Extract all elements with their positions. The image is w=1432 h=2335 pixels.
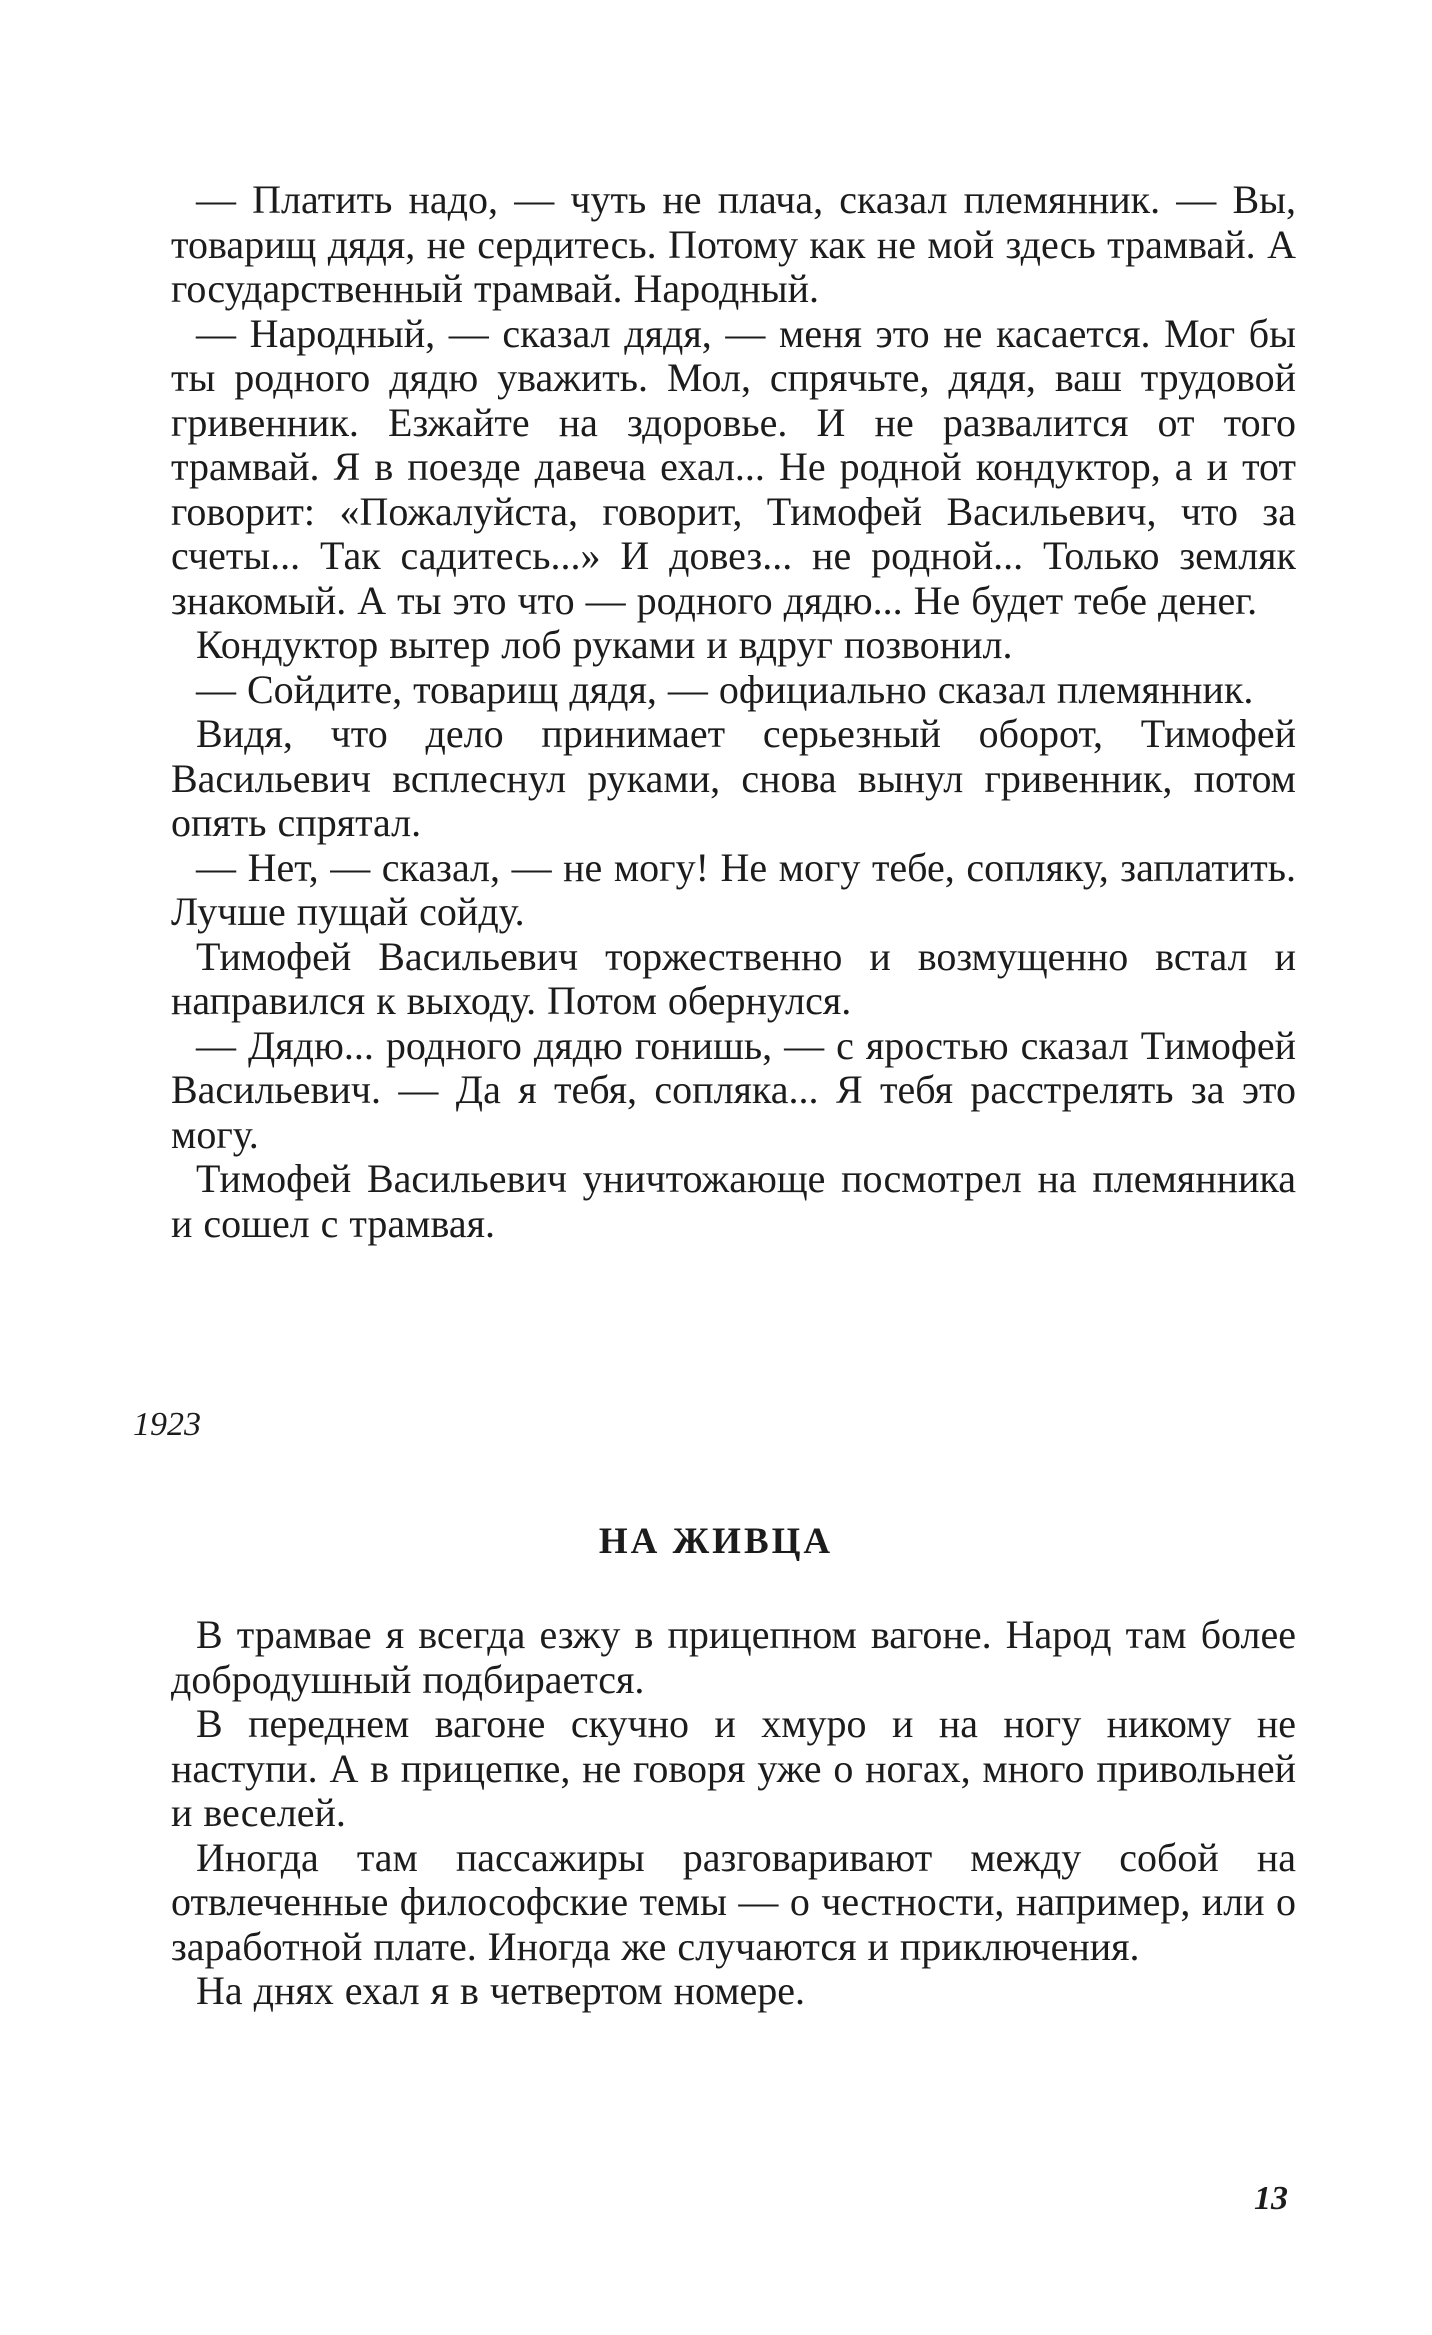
paragraph: — Народный, — сказал дядя, — меня это не касается. Мог бы ты родного дядю уважить. Мол, спрячьте, дядя, ваш трудовой гривенник. Езжайте на здоровье. И не развалится от того трамвай. Я в поезде давеча ехал... Не родной кондуктор, а и тот говорит: «Пожалуйста, говорит, Тимофей Васильевич, что за счеты... Так садитесь...» И довез... не родной... Только земляк знакомый. А ты это что — родного дядю... Не будет тебе денег. xyxy=(171,310,1296,623)
story-title: НА ЖИВЦА xyxy=(598,1521,834,1562)
paragraph: Тимофей Васильевич торжественно и возмущенно встал и направился к выходу. Потом обернулся. xyxy=(171,933,1296,1023)
previous-story-text xyxy=(171,178,1296,1246)
story-year: 1923 xyxy=(133,1406,201,1443)
paragraph: Видя, что дело принимает серьезный оборот, Тимофей Васильевич всплеснул руками, снова вынул гривенник, потом опять спрятал. xyxy=(171,711,1296,845)
paragraph: — Сойдите, товарищ дядя, — официально сказал племянник. xyxy=(196,666,1254,712)
paragraph: Кондуктор вытер лоб руками и вдруг позвонил. xyxy=(196,622,1013,667)
paragraph: — Платить надо, — чуть не плача, сказал племянник. — Вы, товарищ дядя, не сердитесь. Потому как не мой здесь трамвай. А государственный трамвай. Народный. xyxy=(171,177,1296,311)
paragraph: — Дядю... родного дядю гонишь, — с яростью сказал Тимофей Васильевич. — Да я тебя, сопляка... Я тебя расстрелять за это могу. xyxy=(171,1022,1296,1157)
paragraph: На днях ехал я в четвертом номере. xyxy=(196,1968,806,2013)
paragraph: В трамвае я всегда езжу в прицепном вагоне. Народ там более добродушный подбирается. xyxy=(171,1612,1296,1702)
paragraph: В переднем вагоне скучно и хмуро и на ногу никому не наступи. А в прицепке, не говоря уже о ногах, много привольней и веселей. xyxy=(171,1701,1296,1835)
story-text xyxy=(171,1613,1296,2014)
paragraph: — Нет, — сказал, — не могу! Не могу тебе, сопляку, заплатить. Лучше пущай сойду. xyxy=(171,844,1296,934)
page-number: 13 xyxy=(1254,2180,1288,2217)
paragraph: Тимофей Васильевич уничтожающе посмотрел на племянника и сошел с трамвая. xyxy=(171,1156,1296,1246)
paragraph: Иногда там пассажиры разговаривают между собой на отвлеченные философские темы — о честности, например, или о заработной плате. Иногда же случаются и приключения. xyxy=(171,1834,1296,1969)
